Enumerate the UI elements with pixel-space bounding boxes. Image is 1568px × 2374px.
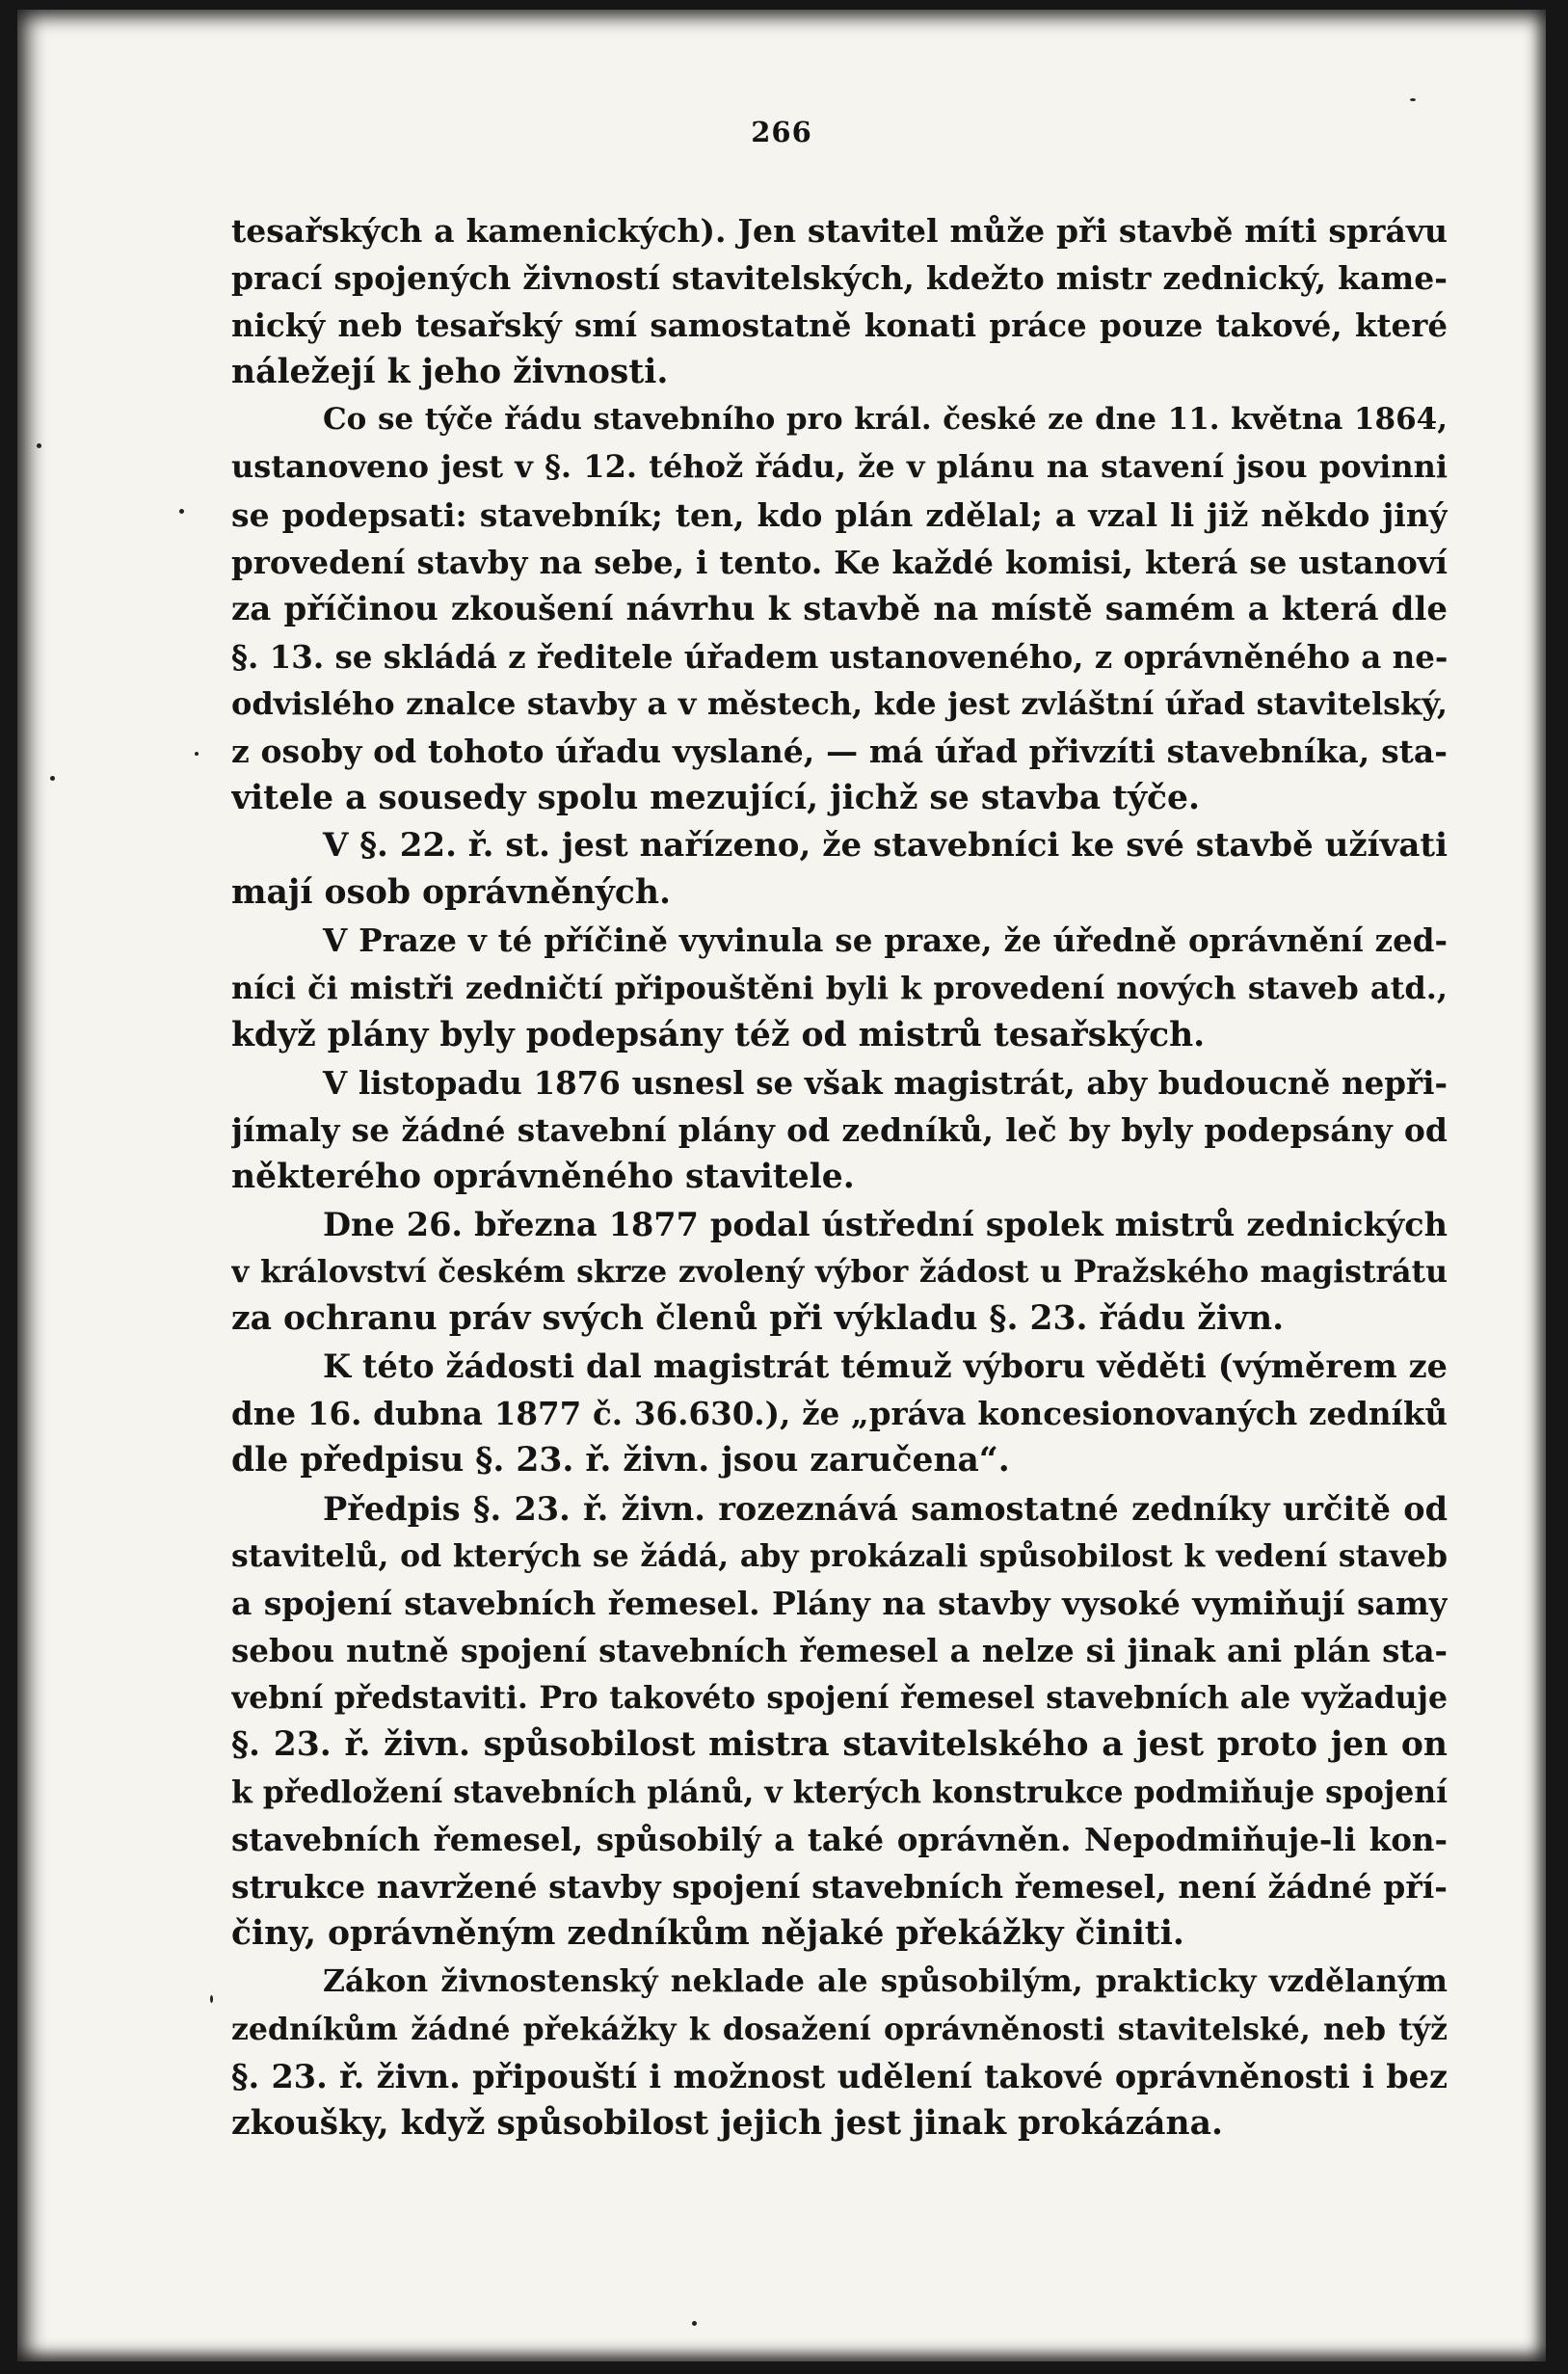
text-line: Co se týče řádu stavebního pro král. české ze dne 11. května 1864, (323, 402, 1448, 438)
scan-speck (50, 776, 55, 781)
scan-speck (179, 509, 184, 514)
text-line: a spojení stavebních řemesel. Plány na stavby vysoké vymiňují samy (231, 1584, 1448, 1622)
text-line: když plány byly podepsány též od mistrů tesařských. (231, 1015, 1206, 1054)
text-line: Předpis §. 23. ř. živn. rozeznává samostatné zedníky určitě od (323, 1489, 1448, 1528)
text-line: jímaly se žádné stavební plány od zedníků, leč by byly podepsány od (231, 1110, 1448, 1149)
scan-speck (1410, 98, 1416, 101)
text-line: prací spojených živností stavitelských, kdežto mistr zednický, kame- (231, 259, 1448, 298)
text-line: odvislého znalce stavby a v městech, kde jest zvláštní úřad stavitelský, (231, 684, 1448, 722)
text-line: v království českém skrze zvolený výbor žádost u Pražského magistrátu (231, 1254, 1448, 1291)
text-line: nický neb tesařský smí samostatně konati práce pouze takové, které (231, 307, 1448, 345)
text-line: činy, oprávněným zedníkům nějaké překážky činiti. (231, 1914, 1184, 1954)
text-line: vební představiti. Pro takovéto spojení řemesel stavebních ale vyžaduje (231, 1679, 1448, 1716)
text-line: náležejí k jeho živnosti. (231, 353, 669, 392)
text-line: Dne 26. března 1877 podal ústřední spolek mistrů zednických (323, 1205, 1448, 1243)
text-line: některého oprávněného stavitele. (231, 1157, 855, 1196)
scan-speck (692, 2321, 697, 2326)
text-line: provedení stavby na sebe, i tento. Ke každé komisi, která se ustanoví (231, 543, 1448, 581)
text-line: z osoby od tohoto úřadu vyslané, — má úřad přivzíti stavebníka, sta- (231, 733, 1448, 771)
text-line: k předložení stavebních plánů, v kterých konstrukce podmiňuje spojení (231, 1774, 1448, 1811)
text-line: V §. 22. ř. st. jest nařízeno, že stavebníci ke své stavbě užívati (323, 826, 1448, 866)
text-line: mají osob oprávněných. (231, 873, 672, 913)
text-line: se podepsati: stavebník; ten, kdo plán zdělal; a vzal li již někdo jiný (231, 495, 1448, 534)
page-number: 266 (751, 116, 812, 148)
text-line: strukce navržené stavby spojení stavebních řemesel, není žádné pří- (231, 1868, 1448, 1907)
text-body (231, 207, 1448, 2147)
text-line: za příčinou zkoušení návrhu k stavbě na místě samém a která dle (231, 589, 1448, 628)
text-line: stavitelů, od kterých se žádá, aby prokázali spůsobilost k vedení staveb (231, 1537, 1448, 1574)
text-line: za ochranu práv svých členů při výkladu §. 23. řádu živn. (231, 1299, 1285, 1339)
text-line: V Praze v té příčině vyvinula se praxe, že úředně oprávnění zed- (323, 921, 1448, 960)
text-line: K této žádosti dal magistrát témuž výboru věděti (výměrem ze (323, 1347, 1448, 1386)
text-line: §. 23. ř. živn. spůsobilost mistra stavitelského a jest proto jen on (231, 1725, 1448, 1764)
text-line: sebou nutně spojení stavebních řemesel a nelze si jinak ani plán sta- (231, 1631, 1448, 1669)
book-page (17, 10, 1546, 2361)
text-line: vitele a sousedy spolu mezující, jichž se stavba týče. (231, 779, 1201, 818)
scan-speck (210, 1995, 213, 2003)
text-line: §. 13. se skládá z ředitele úřadem ustanoveného, z oprávněného a ne- (231, 637, 1448, 676)
text-line: stavebních řemesel, spůsobilý a také oprávněn. Nepodmiňuje-li kon- (231, 1821, 1448, 1859)
text-line: tesařských a kamenických). Jen stavitel může při stavbě míti správu (231, 212, 1448, 250)
text-line: dne 16. dubna 1877 č. 36.630.), že „práva koncesionovaných zedníků (231, 1395, 1448, 1433)
scan-speck (37, 443, 41, 448)
text-line: zedníkům žádné překážky k dosažení oprávněnosti stavitelské, neb týž (231, 2011, 1448, 2047)
text-line: ustanoveno jest v §. 12. téhož řádu, že v plánu na stavení jsou povinni (231, 448, 1448, 486)
text-line: zkoušky, když spůsobilost jejich jest jinak prokázána. (231, 2103, 1223, 2143)
text-line: §. 23. ř. živn. připouští i možnost udělení takové oprávněnosti i bez (231, 2057, 1448, 2095)
text-line: níci či mistři zedničtí připouštěni byli k provedení nových staveb atd., (231, 969, 1448, 1006)
scan-speck (195, 752, 199, 756)
text-line: V listopadu 1876 usnesl se však magistrát, aby budoucně nepři- (323, 1063, 1448, 1102)
text-line: dle předpisu §. 23. ř. živn. jsou zaručena“. (231, 1441, 1010, 1480)
text-line: Zákon živnostenský neklade ale spůsobilým, prakticky vzdělaným (323, 1963, 1448, 2000)
